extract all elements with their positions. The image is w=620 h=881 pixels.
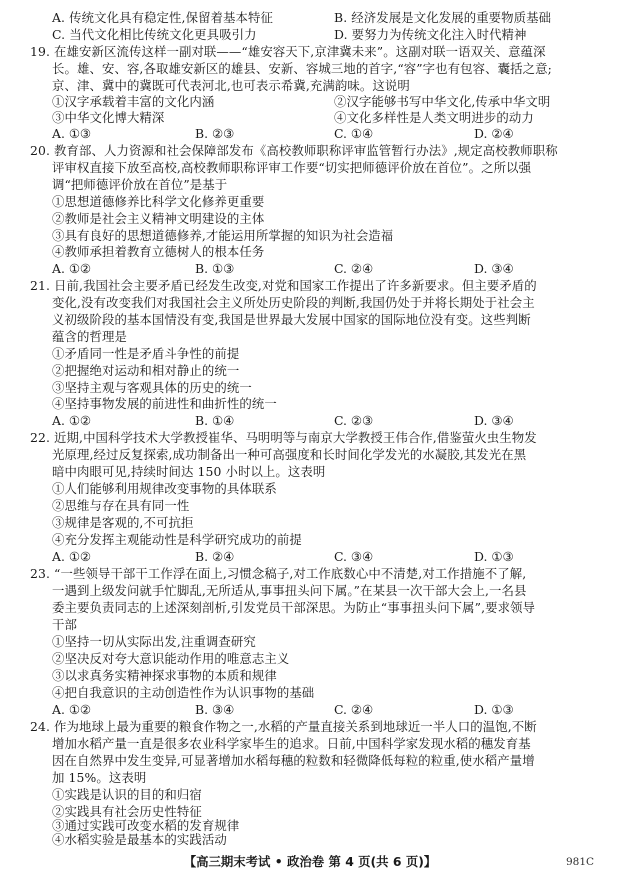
q19-option-c: C. ①④ bbox=[334, 126, 374, 141]
q21-stem-line: 变化,没有改变我们对我国社会主义所处历史阶段的判断,我国仍处于并将长期处于社会主 bbox=[52, 295, 535, 310]
q23-option-b: B. ③④ bbox=[195, 702, 235, 717]
q19-stem-line: 长。雄、安、容,各取雄安新区的雄县、安新、容城三地的首字,“容”字也有包容、囊括之意; bbox=[52, 61, 552, 76]
q19-stem-line: 19. 在雄安新区流传这样一副对联——“雄安容天下,京津冀未来”。这副对联一语双关、意蕴深 bbox=[30, 44, 546, 59]
q24-stem-line: 24. 作为地球上最为重要的粮食作物之一,水稻的产量直接关系到地球近一半人口的温饱,不断 bbox=[30, 719, 537, 734]
q20-statement: ②教师是社会主义精神文明建设的主体 bbox=[52, 211, 265, 226]
q22-option-c: C. ③④ bbox=[334, 549, 374, 564]
q23-stem-line: 一遇到上级发问就手忙脚乱,无所适从,事事扭头问下属。”在某县一次干部大会上,一名县 bbox=[52, 583, 527, 598]
q20-stem-line: 评审权直接下放至高校,高校教师职称评审工作要“切实把师德评价放在首位”。之所以强 bbox=[52, 160, 532, 175]
q19-statement-1: ①汉字承载着丰富的文化内涵 bbox=[52, 94, 215, 109]
q23-option-d: D. ①③ bbox=[474, 702, 514, 717]
q22-stem-line: 光原理,经过反复探索,成功制备出一种可高强度和长时间化学发光的水凝胶,其发光在黑 bbox=[52, 447, 527, 462]
q22-option-d: D. ①③ bbox=[474, 549, 514, 564]
q19-statement-2: ②汉字能够书写中华文化,传承中华文明 bbox=[334, 94, 551, 109]
q24-statement: ①实践是认识的目的和归宿 bbox=[52, 787, 202, 802]
q23-option-a: A. ①② bbox=[52, 702, 92, 717]
q21-statement: ④坚持事物发展的前进性和曲折性的统一 bbox=[52, 396, 277, 411]
q22-statement: ④充分发挥主观能动性是科学研究成功的前提 bbox=[52, 532, 302, 547]
q23-stem-line: 干部 bbox=[52, 617, 77, 632]
q19-option-a: A. ①③ bbox=[52, 126, 92, 141]
q23-statement: ②坚决反对夸大意识能动作用的唯意志主义 bbox=[52, 651, 290, 666]
q21-option-d: D. ③④ bbox=[474, 413, 514, 428]
exam-code: 981C bbox=[566, 856, 595, 868]
q21-stem-line: 21. 日前,我国社会主要矛盾已经发生改变,对党和国家工作提出了许多新要求。但主要矛盾的 bbox=[30, 278, 537, 293]
q23-stem-line: 委主要负责同志的上述深刻剖析,引发党员干部深思。为防止“事事扭头问下属”,要求领导 bbox=[52, 600, 536, 615]
q22-option-b: B. ②④ bbox=[195, 549, 235, 564]
q20-option-a: A. ①② bbox=[52, 261, 92, 276]
q18-option-b: B. 经济发展是文化发展的重要物质基础 bbox=[334, 10, 552, 25]
page-footer: 【高三期末考试 • 政治卷 第 4 页(共 6 页)】 bbox=[183, 854, 437, 869]
q21-option-b: B. ①④ bbox=[195, 413, 235, 428]
q21-statement: ②把握绝对运动和相对静止的统一 bbox=[52, 363, 240, 378]
q20-statement: ①思想道德修养比科学文化修养更重要 bbox=[52, 194, 265, 209]
q24-stem-line: 增加水稻产量一直是很多农业科学家毕生的追求。日前,中国科学家发现水稻的穗发育基 bbox=[52, 736, 531, 751]
q19-option-d: D. ②④ bbox=[474, 126, 514, 141]
q22-statement: ①人们能够利用规律改变事物的具体联系 bbox=[52, 481, 277, 496]
q19-statement-3: ③中华文化博大精深 bbox=[52, 110, 165, 125]
q21-statement: ①矛盾同一性是矛盾斗争性的前提 bbox=[52, 346, 240, 361]
q20-statement: ④教师承担着教育立德树人的根本任务 bbox=[52, 244, 265, 259]
q22-statement: ②思维与存在具有同一性 bbox=[52, 498, 190, 513]
q23-statement: ③以求真务实精神探求事物的本质和规律 bbox=[52, 668, 277, 683]
q19-option-b: B. ②③ bbox=[195, 126, 235, 141]
q22-stem-line: 暗中肉眼可见,持续时间达 150 小时以上。这表明 bbox=[52, 464, 326, 479]
q21-statement: ③坚持主观与客观具体的历史的统一 bbox=[52, 380, 252, 395]
q18-option-c: C. 当代文化相比传统文化更具吸引力 bbox=[52, 27, 257, 42]
q19-statement-4: ④文化多样性是人类文明进步的动力 bbox=[334, 110, 534, 125]
q23-statement: ④把自我意识的主动创造性作为认识事物的基础 bbox=[52, 685, 315, 700]
q23-statement: ①坚持一切从实际出发,注重调查研究 bbox=[52, 634, 256, 649]
q18-option-d: D. 要努力为传统文化注入时代精神 bbox=[334, 27, 527, 42]
q20-option-b: B. ①③ bbox=[195, 261, 235, 276]
q23-option-c: C. ②④ bbox=[334, 702, 374, 717]
q24-stem-line: 加 15%。这表明 bbox=[52, 770, 147, 785]
q21-stem-line: 义初级阶段的基本国情没有变,我国是世界最大发展中国家的国际地位没有变。这些判断 bbox=[52, 312, 531, 327]
q22-statement: ③规律是客观的,不可抗拒 bbox=[52, 515, 194, 530]
q23-stem-line: 23. “一些领导干部干工作浮在面上,习惯念稿子,对工作底数心中不清楚,对工作措施不了解, bbox=[30, 566, 527, 581]
q19-stem-line: 京、津、冀中的冀既可代表河北,也可表示希冀,充满韵味。这说明 bbox=[52, 78, 410, 93]
q21-option-c: C. ②③ bbox=[334, 413, 374, 428]
q24-statement: ③通过实践可改变水稻的发育规律 bbox=[52, 818, 240, 833]
q20-statement: ③具有良好的思想道德修养,才能运用所掌握的知识为社会造福 bbox=[52, 228, 394, 243]
q24-stem-line: 因在自然界中发生变异,可显著增加水稻每穗的粒数和轻微降低每粒的粒重,使水稻产量增 bbox=[52, 753, 535, 768]
q22-stem-line: 22. 近期,中国科学技术大学教授崔华、马明明等与南京大学教授王伟合作,借鉴萤火虫生物发 bbox=[30, 430, 537, 445]
q20-stem-line: 调“把师德评价放在首位”是基于 bbox=[52, 177, 228, 192]
q20-stem-line: 20. 教育部、人力资源和社会保障部发布《高校教师职称评审监管暂行办法》,规定高校教师职称 bbox=[30, 143, 558, 158]
q20-option-c: C. ②④ bbox=[334, 261, 374, 276]
q18-option-a: A. 传统文化具有稳定性,保留着基本特征 bbox=[52, 10, 274, 25]
q20-option-d: D. ③④ bbox=[474, 261, 514, 276]
q21-option-a: A. ①② bbox=[52, 413, 92, 428]
q24-statement: ②实践具有社会历史性特征 bbox=[52, 804, 202, 819]
q21-stem-line: 蕴含的哲理是 bbox=[52, 329, 127, 344]
q22-option-a: A. ①② bbox=[52, 549, 92, 564]
q24-statement: ④水稻实验是最基本的实践活动 bbox=[52, 832, 227, 847]
